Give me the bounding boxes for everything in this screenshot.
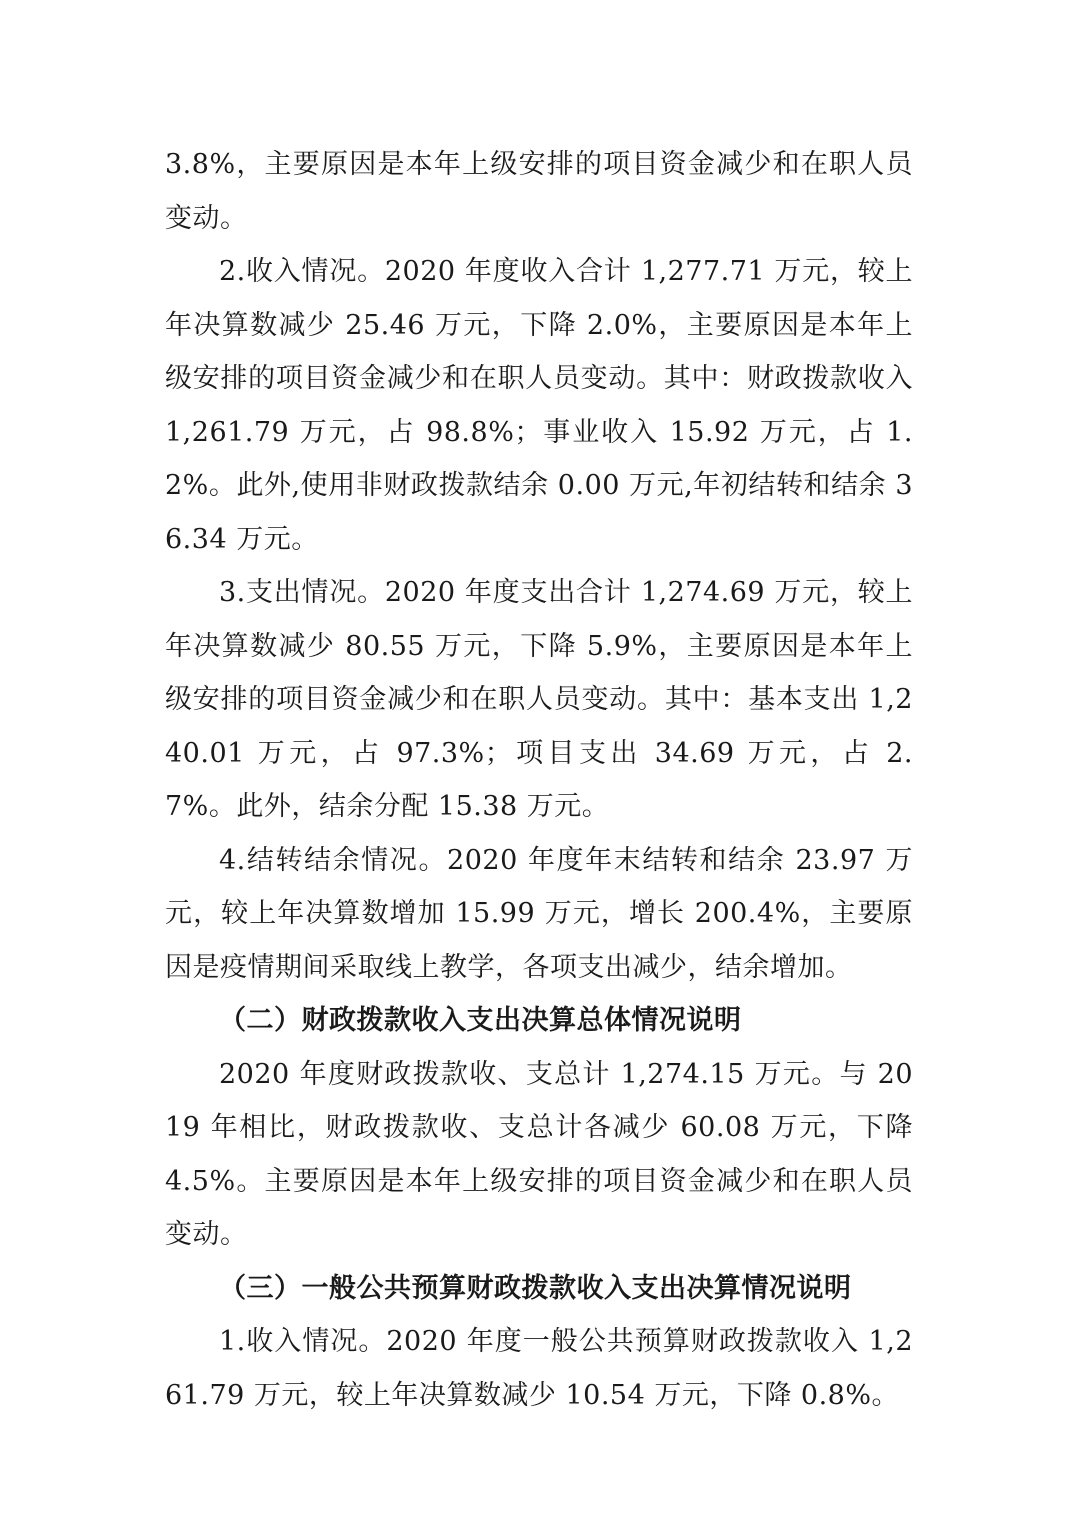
section-heading-fiscal: （二）财政拨款收入支出决算总体情况说明 <box>219 1005 742 1036</box>
section-heading-general-budget: （三）一般公共预算财政拨款收入支出决算情况说明 <box>219 1272 852 1304</box>
paragraph-balance: 4.结转结余情况。2020 年度年末结转和结余 23.97 万元，较上年决算数增加 15.99 万元，增长 200.4%，主要原因是疫情期间采取线上教学，各项支出减少，结余增加。 <box>165 844 913 983</box>
paragraph-income: 2.收入情况。2020 年度收入合计 1,277.71 万元，较上年决算数减少 25.46 万元，下降 2.0%，主要原因是本年上级安排的项目资金减少和在职人员变动。其中：财政拨款收入 1,261.79 万元，占 98.8%；事业收入 15.92 万元，占 1.2%。此外,使用非财政拨款结余 0.00 万元,年初结转和结余 36.34 万元。 <box>165 256 913 555</box>
paragraph-continued: 3.8%，主要原因是本年上级安排的项目资金减少和在职人员变动。 <box>165 149 913 234</box>
document-body <box>165 138 913 1422</box>
paragraph-expense: 3.支出情况。2020 年度支出合计 1,274.69 万元，较上年决算数减少 80.55 万元，下降 5.9%，主要原因是本年上级安排的项目资金减少和在职人员变动。其中：基本支出 1,240.01 万元，占 97.3%；项目支出 34.69 万元，占 2.7%。此外，结余分配 15.38 万元。 <box>165 577 913 822</box>
paragraph-fiscal-total: 2020 年度财政拨款收、支总计 1,274.15 万元。与 2019 年相比，财政拨款收、支总计各减少 60.08 万元，下降 4.5%。主要原因是本年上级安排的项目资金减少和在职人员变动。 <box>165 1058 913 1250</box>
paragraph-general-income: 1.收入情况。2020 年度一般公共预算财政拨款收入 1,261.79 万元，较上年决算数减少 10.54 万元，下降 0.8%。 <box>165 1326 913 1411</box>
